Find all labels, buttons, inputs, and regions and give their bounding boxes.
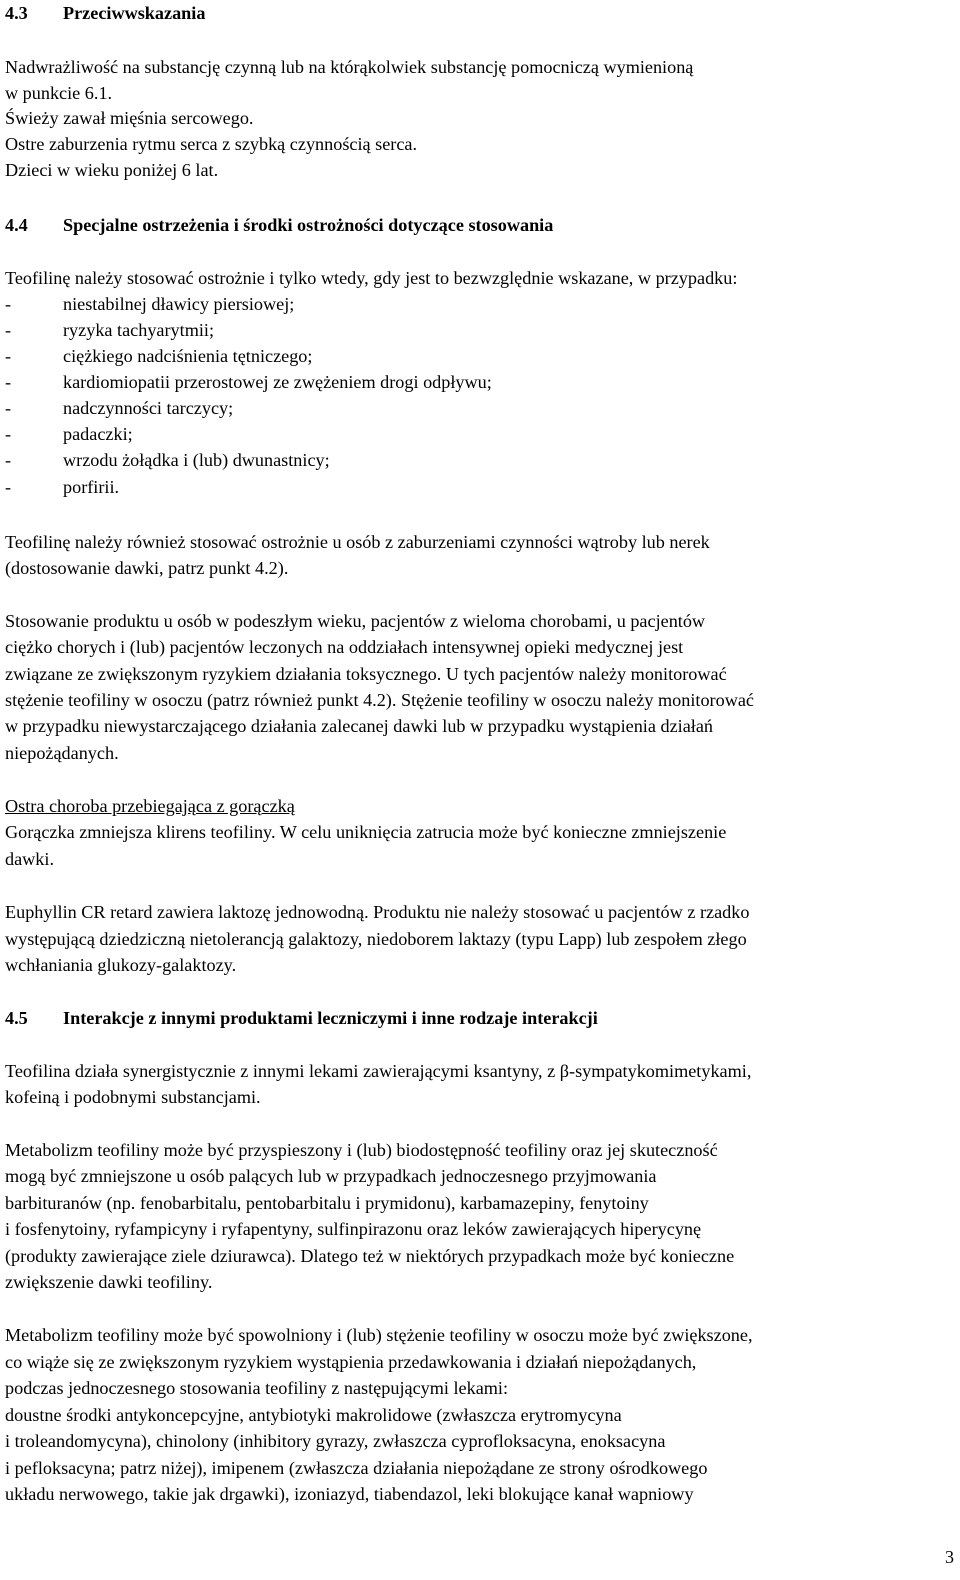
text-line: (produkty zawierające ziele dziurawca). Dlatego też w niektórych przypadkach może być konieczne bbox=[5, 1246, 735, 1266]
section-4-4-heading bbox=[5, 212, 956, 238]
text-line: Metabolizm teofiliny może być przyspieszony i (lub) biodostępność teofiliny oraz jej skuteczność bbox=[5, 1140, 718, 1160]
section-4-3-heading bbox=[5, 0, 956, 26]
list-dash: - bbox=[5, 346, 12, 366]
section-title: Interakcje z innymi produktami leczniczymi i inne rodzaje interakcji bbox=[63, 1008, 598, 1028]
list-dash: - bbox=[5, 294, 12, 314]
text-line: Euphyllin CR retard zawiera laktozę jednowodną. Produktu nie należy stosować u pacjentów z rzadko bbox=[5, 902, 750, 922]
subheading-fever: Ostra choroba przebiegająca z gorączką bbox=[5, 796, 295, 816]
text-line: Teofilinę należy stosować ostrożnie i tylko wtedy, gdy jest to bezwzględnie wskazane, w przypadku: bbox=[5, 268, 738, 288]
text-line: układu nerwowego, takie jak drgawki), izoniazyd, tiabendazol, leki blokujące kanał wapniowy bbox=[5, 1484, 694, 1504]
text-line: kofeiną i podobnymi substancjami. bbox=[5, 1087, 261, 1107]
section-number: 4.3 bbox=[5, 3, 28, 23]
list-item: - ciężkiego nadciśnienia tętniczego; bbox=[5, 343, 956, 369]
text-line: Ostre zaburzenia rytmu serca z szybką czynnością serca. bbox=[5, 134, 418, 154]
list-dash: - bbox=[5, 372, 12, 392]
text-line: i fosfenytoiny, ryfampicyny i ryfapentyny, sulfinpirazonu oraz leków zawierających hiperycynę bbox=[5, 1219, 702, 1239]
text-line: w przypadku niewystarczającego działania zalecanej dawki lub w przypadku wystąpienia działań bbox=[5, 716, 713, 736]
text-line: podczas jednoczesnego stosowania teofiliny z następującymi lekami: bbox=[5, 1378, 509, 1398]
text-line: i pefloksacyna; patrz niżej), imipenem (zwłaszcza działania niepożądane ze strony ośrodkowego bbox=[5, 1458, 708, 1478]
list-item: - wrzodu żołądka i (lub) dwunastnicy; bbox=[5, 447, 956, 473]
text-line: Gorączka zmniejsza klirens teofiliny. W celu uniknięcia zatrucia może być konieczne zmniejszenie bbox=[5, 822, 727, 842]
list-item: - kardiomiopatii przerostowej ze zwężeniem drogi odpływu; bbox=[5, 369, 956, 395]
text-line: (dostosowanie dawki, patrz punkt 4.2). bbox=[5, 558, 289, 578]
list-item: - niestabilnej dławicy piersiowej; bbox=[5, 291, 956, 317]
list-dash: - bbox=[5, 477, 12, 497]
text-line: związane ze zwiększonym ryzykiem działania toksycznego. U tych pacjentów należy monitorować bbox=[5, 664, 727, 684]
section-title: Specjalne ostrzeżenia i środki ostrożności dotyczące stosowania bbox=[63, 215, 554, 235]
text-line: co wiąże się ze zwiększonym ryzykiem wystąpienia przedawkowania i działań niepożądanych, bbox=[5, 1352, 697, 1372]
text-line: wchłaniania glukozy-galaktozy. bbox=[5, 955, 237, 975]
text-line: Dzieci w wieku poniżej 6 lat. bbox=[5, 160, 219, 180]
text-line: stężenie teofiliny w osoczu (patrz również punkt 4.2). Stężenie teofiliny w osoczu należy monitorować bbox=[5, 690, 754, 710]
text-line: doustne środki antykoncepcyjne, antybiotyki makrolidowe (zwłaszcza erytromycyna bbox=[5, 1405, 622, 1425]
section-4-5-heading bbox=[5, 1005, 956, 1031]
text-line: barbituranów (np. fenobarbitalu, pentobarbitalu i prymidonu), karbamazepiny, fenytoiny bbox=[5, 1193, 649, 1213]
list-dash: - bbox=[5, 450, 12, 470]
list-dash: - bbox=[5, 424, 12, 444]
text-line: Świeży zawał mięśnia sercowego. bbox=[5, 108, 254, 128]
page-number: 3 bbox=[945, 1547, 954, 1567]
text-line: Teofilinę należy również stosować ostrożnie u osób z zaburzeniami czynności wątroby lub nerek bbox=[5, 532, 710, 552]
text-line: Teofilina działa synergistycznie z innymi lekami zawierającymi ksantyny, z β-sympatykomimetykami, bbox=[5, 1061, 752, 1081]
section-number: 4.4 bbox=[5, 215, 28, 235]
text-line: Nadwrażliwość na substancję czynną lub na którąkolwiek substancję pomocniczą wymienioną bbox=[5, 57, 694, 77]
list-item: - padaczki; bbox=[5, 421, 956, 447]
text-line: w punkcie 6.1. bbox=[5, 83, 113, 103]
text-line: dawki. bbox=[5, 849, 54, 869]
list-item: - ryzyka tachyarytmii; bbox=[5, 317, 956, 343]
section-number: 4.5 bbox=[5, 1008, 28, 1028]
text-line: Stosowanie produktu u osób w podeszłym wieku, pacjentów z wieloma chorobami, u pacjentów bbox=[5, 611, 706, 631]
list-dash: - bbox=[5, 320, 12, 340]
text-line: występującą dziedziczną nietolerancją galaktozy, niedoborem laktazy (typu Lapp) lub zespołem złego bbox=[5, 929, 747, 949]
list-item: - nadczynności tarczycy; bbox=[5, 395, 956, 421]
text-line: niepożądanych. bbox=[5, 743, 119, 763]
list-item: - porfirii. bbox=[5, 474, 956, 500]
list-dash: - bbox=[5, 398, 12, 418]
text-line: ciężko chorych i (lub) pacjentów leczonych na oddziałach intensywnej opieki medycznej jest bbox=[5, 637, 684, 657]
text-line: mogą być zmniejszone u osób palących lub w przypadkach jednoczesnego przyjmowania bbox=[5, 1166, 657, 1186]
section-title: Przeciwwskazania bbox=[63, 3, 206, 23]
text-line: i troleandomycyna), chinolony (inhibitory gyrazy, zwłaszcza cyprofloksacyna, enoksacyna bbox=[5, 1431, 666, 1451]
text-line: Metabolizm teofiliny może być spowolniony i (lub) stężenie teofiliny w osoczu może być zwiększone, bbox=[5, 1325, 753, 1345]
text-line: zwiększenie dawki teofiliny. bbox=[5, 1272, 213, 1292]
